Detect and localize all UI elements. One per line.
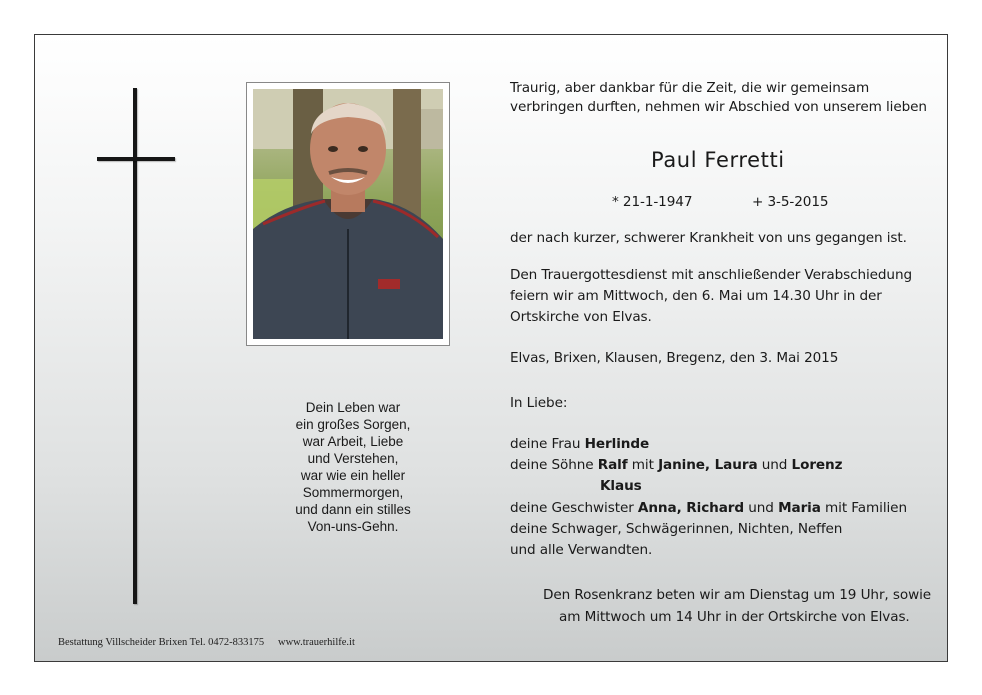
in-love-label: In Liebe: — [510, 395, 568, 411]
poem-line: Dein Leben war — [305, 400, 401, 415]
poem-line: Von-uns-Gehn. — [307, 519, 399, 534]
family-son-2: Klaus — [600, 478, 642, 494]
place-date: Elvas, Brixen, Klausen, Bregenz, den 3. Mai 2015 — [510, 350, 839, 366]
family-siblings: deine Geschwister Anna, Richard und Maria mit Familien — [510, 500, 907, 516]
memorial-poem — [258, 399, 448, 535]
cross-icon — [133, 88, 137, 604]
poem-line: ein großes Sorgen, — [295, 417, 411, 432]
intro-line-2: verbringen durften, nehmen wir Abschied von unserem lieben — [510, 99, 927, 115]
poem-line: Sommermorgen, — [302, 485, 404, 500]
deceased-name: Paul Ferretti — [651, 148, 785, 172]
portrait-photo — [253, 89, 443, 339]
passing-text: der nach kurzer, schwerer Krankheit von uns gegangen ist. — [510, 230, 907, 246]
website-link[interactable]: www.trauerhilfe.it — [278, 637, 355, 648]
poem-line: und dann ein stilles — [295, 502, 411, 517]
rosary-line-1: Den Rosenkranz beten wir am Dienstag um 19 Uhr, sowie — [543, 587, 932, 603]
death-date: + 3-5-2015 — [752, 194, 829, 210]
obituary-card — [34, 34, 948, 662]
service-line-1: Den Trauergottesdienst mit anschließender Verabschiedung — [510, 267, 912, 283]
family-sons: deine Söhne Ralf mit Janine, Laura und Lorenz — [510, 457, 843, 473]
poem-line: war wie ein heller — [300, 468, 406, 483]
service-line-3: Ortskirche von Elvas. — [510, 309, 652, 325]
poem-line: und Verstehen, — [307, 451, 399, 466]
family-wife: deine Frau Herlinde — [510, 436, 650, 452]
cross-icon-bar — [97, 157, 175, 161]
rosary-line-2: am Mittwoch um 14 Uhr in der Ortskirche von Elvas. — [559, 609, 910, 625]
family-relatives: und alle Verwandten. — [510, 542, 653, 558]
birth-date: * 21-1-1947 — [612, 194, 693, 210]
family-in-laws: deine Schwager, Schwägerinnen, Nichten, Neffen — [510, 521, 843, 537]
intro-line-1: Traurig, aber dankbar für die Zeit, die wir gemeinsam — [510, 80, 870, 96]
service-line-2: feiern wir am Mittwoch, den 6. Mai um 14.30 Uhr in der — [510, 288, 882, 304]
undertaker-info: Bestattung Villscheider Brixen Tel. 0472-833175 — [58, 637, 265, 648]
poem-line: war Arbeit, Liebe — [302, 434, 404, 449]
